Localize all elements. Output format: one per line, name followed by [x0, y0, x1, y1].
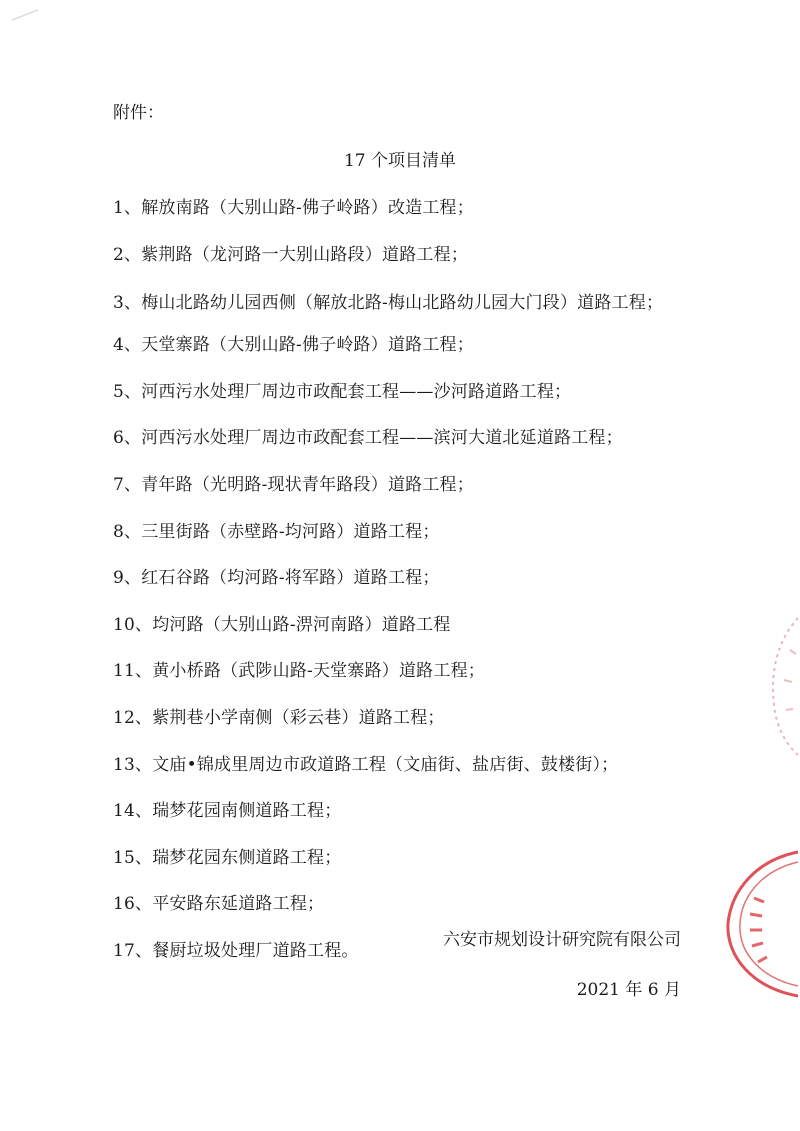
- list-item: 2、紫荆路（龙河路一大别山路段）道路工程；: [113, 244, 469, 265]
- list-item: 4、天堂寨路（大别山路-佛子岭路）道路工程；: [113, 335, 474, 356]
- document-title: 17 个项目清单: [343, 151, 457, 171]
- list-item: 5、河西污水处理厂周边市政配套工程——沙河路道路工程；: [113, 381, 572, 402]
- list-item: 1、解放南路（大别山路-佛子岭路）改造工程；: [113, 198, 474, 218]
- list-item: 12、紫荆巷小学南侧（彩云巷）道路工程；: [113, 707, 445, 728]
- list-item: 6、河西污水处理厂周边市政配套工程——滨河大道北延道路工程；: [113, 428, 623, 449]
- list-item: 8、三里街路（赤壁路-均河路）道路工程；: [113, 521, 440, 542]
- list-item: 10、均河路（大别山路-淠河南路）道路工程: [113, 614, 451, 635]
- list-item: 11、黄小桥路（武陟山路-天堂寨路）道路工程；: [113, 661, 485, 682]
- list-item: 14、瑞梦花园南侧道路工程；: [113, 801, 342, 822]
- list-item: 9、红石谷路（均河路-将军路）道路工程；: [113, 568, 440, 589]
- list-item: 7、青年路（光明路-现状青年路段）道路工程；: [113, 474, 474, 495]
- list-item: 16、平安路东延道路工程；: [113, 894, 325, 915]
- seal-stamp-lower: [718, 848, 800, 998]
- signature-organization: 六安市规划设计研究院有限公司: [443, 930, 681, 950]
- scan-artifact: [10, 8, 40, 22]
- list-item: 13、文庙•锦成里周边市政道路工程（文庙街、盐店街、鼓楼街）；: [113, 754, 619, 775]
- list-item: 3、梅山北路幼儿园西侧（解放北路-梅山北路幼儿园大门段）道路工程；: [113, 293, 664, 314]
- seal-stamp-upper: [760, 610, 800, 760]
- signature-date: 2021 年 6 月: [576, 980, 681, 1000]
- list-item: 15、瑞梦花园东侧道路工程；: [113, 847, 342, 868]
- list-item: 17、餐厨垃圾处理厂道路工程。: [113, 940, 359, 961]
- attachment-label: 附件：: [113, 103, 164, 123]
- project-list: [113, 195, 703, 985]
